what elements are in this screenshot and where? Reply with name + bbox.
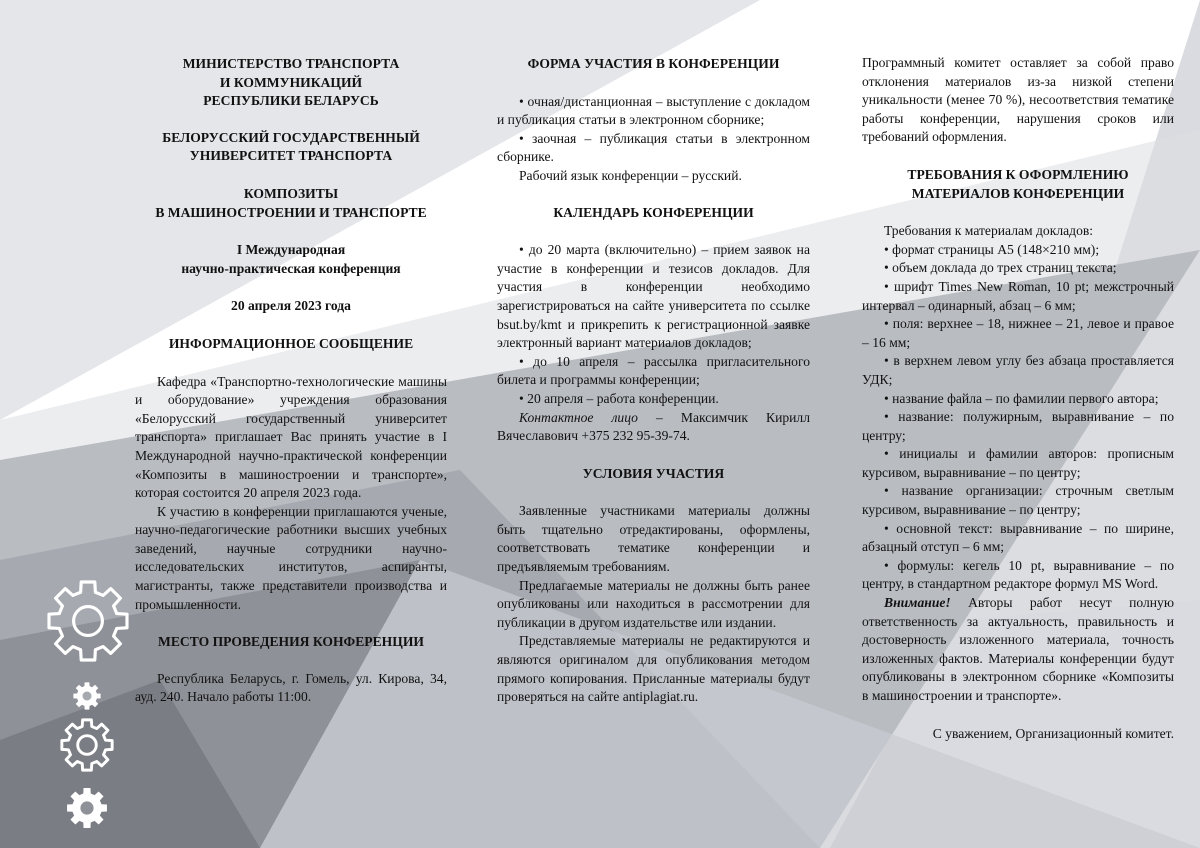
gear-icon xyxy=(65,786,109,830)
conditions-paragraph: Представляемые материалы не редактируются и являются оригиналом для опубликования методом прямого копирования. Присланные материалы будут проверяться на сайте antiplagiat.ru. xyxy=(497,633,810,705)
university-name: БЕЛОРУССКИЙ ГОСУДАРСТВЕННЫЙ УНИВЕРСИТЕТ ТРАНСПОРТА xyxy=(162,129,420,164)
language-text: Рабочий язык конференции – русский. xyxy=(519,167,742,183)
column-middle xyxy=(497,0,810,707)
requirements-intro: Требования к материалам докладов: xyxy=(884,223,1094,239)
form-heading: ФОРМА УЧАСТИЯ В КОНФЕРЕНЦИИ xyxy=(527,56,780,71)
requirement-item: • шрифт Times New Roman, 10 pt; межстрочный интервал – одинарный, абзац – 6 мм; xyxy=(862,278,1174,313)
requirement-item: • название файла – по фамилии первого автора; xyxy=(884,390,1159,406)
column-right xyxy=(862,0,1174,743)
requirement-item: • формулы: кегель 10 pt, выравнивание – по центру, в стандартном редакторе формул MS Word. xyxy=(862,557,1174,592)
requirement-item: • в верхнем левом углу без абзаца проставляется УДК; xyxy=(862,353,1174,387)
column-left xyxy=(135,0,447,707)
contact-line xyxy=(497,409,810,446)
conditions-heading: УСЛОВИЯ УЧАСТИЯ xyxy=(582,465,725,481)
gear-icon xyxy=(58,716,116,774)
attention-paragraph xyxy=(862,594,1174,706)
requirement-item: • инициалы и фамилии авторов: прописным курсивом, выравнивание – по центру; xyxy=(862,446,1174,480)
calendar-item: • до 10 апреля – рассылка пригласительного билета и программы конференции; xyxy=(497,353,810,388)
requirement-item: • название организации: строчным светлым курсивом, выравнивание – по центру; xyxy=(862,483,1174,518)
calendar-item: • 20 апреля – работа конференции. xyxy=(519,390,719,406)
venue-heading: МЕСТО ПРОВЕДЕНИЯ КОНФЕРЕНЦИИ xyxy=(158,634,424,650)
info-paragraph-2: К участию в конференции приглашаются ученые, научно-педагогические работники высших учебных заведений, научные сотрудники научно-исследовательских институтов, аспиранты, магистранты, также представители производства и промышленности. xyxy=(135,503,447,612)
calendar-heading: КАЛЕНДАРЬ КОНФЕРЕНЦИИ xyxy=(553,204,754,220)
conference-title: КОМПОЗИТЫ В МАШИНОСТРОЕНИИ И ТРАНСПОРТЕ xyxy=(155,185,427,220)
venue-text: Республика Беларусь, г. Гомель, ул. Кирова, 34, ауд. 240. Начало работы 11:00. xyxy=(135,670,447,705)
calendar-item: • до 20 марта (включительно) – прием заявок на участие в конференции и тезисов докладов. Для участия в конференции необходимо зарегистрироваться на сайте университета по ссылке bsut.by/kmt и прикрепить к регистрационной заявке электронный вариант материалов докладов; xyxy=(497,242,810,351)
requirement-item: • название: полужирным, выравнивание – по центру; xyxy=(862,409,1174,443)
attention-label: Внимание! xyxy=(884,595,951,611)
info-paragraph-1: Кафедра «Транспортно-технологические машины и оборудование» учреждения образования «Белорусский государственный университет транспорта» приглашает Вас принять участие в I Международной научно-практической конференции «Композиты в машиностроении и транспорте», которая состоится 20 апреля 2023 года. xyxy=(135,373,447,501)
contact-label: Контактное лицо xyxy=(519,409,638,425)
contact-text: – Максимчик Кирилл Вячеславович +375 232 95-39-74. xyxy=(497,409,810,444)
committee-text: Программный комитет оставляет за собой право отклонения материалов из-за низкой степени уникальности (менее 70 %), несоответствия тематике работы конференции, нарушения сроков или требований оформления. xyxy=(862,55,1174,145)
requirement-item: • поля: верхнее – 18, нижнее – 21, левое и правое – 16 мм; xyxy=(862,316,1174,350)
conference-date: 20 апреля 2023 года xyxy=(231,298,351,314)
attention-text: Авторы работ несут полную ответственность за актуальность, правильность и достоверность изложенного материала, точность изложенных фактов. Материалы конференции будут опубликованы в электронном сборнике «Композиты в машиностроении и транспорте». xyxy=(862,595,1174,703)
form-item: • очная/дистанционная – выступление с докладом и публикация статьи в электронном сборнике; xyxy=(497,93,810,128)
info-heading: ИНФОРМАЦИОННОЕ СООБЩЕНИЕ xyxy=(168,335,414,351)
form-item: • заочная – публикация статьи в электронном сборнике. xyxy=(497,130,810,165)
requirements-heading: ТРЕБОВАНИЯ К ОФОРМЛЕНИЮ МАТЕРИАЛОВ КОНФЕРЕНЦИИ xyxy=(907,166,1129,201)
requirement-item: • основной текст: выравнивание – по ширине, абзацный отступ – 6 мм; xyxy=(862,520,1174,555)
conditions-paragraph: Заявленные участниками материалы должны быть тщательно отредактированы, оформлены, соответствовать тематике конференции и предъявляемым требованиям. xyxy=(497,503,810,575)
requirement-item: • формат страницы А5 (148×210 мм); xyxy=(884,241,1100,257)
conditions-paragraph: Предлагаемые материалы не должны быть ранее опубликованы или находиться в рассмотрении для публикации в другом издательстве или издании. xyxy=(497,577,810,630)
ministry-name: МИНИСТЕРСТВО ТРАНСПОРТА И КОММУНИКАЦИЙ РЕСПУБЛИКИ БЕЛАРУСЬ xyxy=(182,56,400,109)
requirement-item: • объем доклада до трех страниц текста; xyxy=(884,260,1117,276)
gear-icon xyxy=(43,576,133,666)
signature: С уважением, Организационный комитет. xyxy=(932,725,1174,741)
conference-kind: I Международная научно-практическая конференция xyxy=(181,242,401,276)
small-gear-icon xyxy=(72,681,102,711)
